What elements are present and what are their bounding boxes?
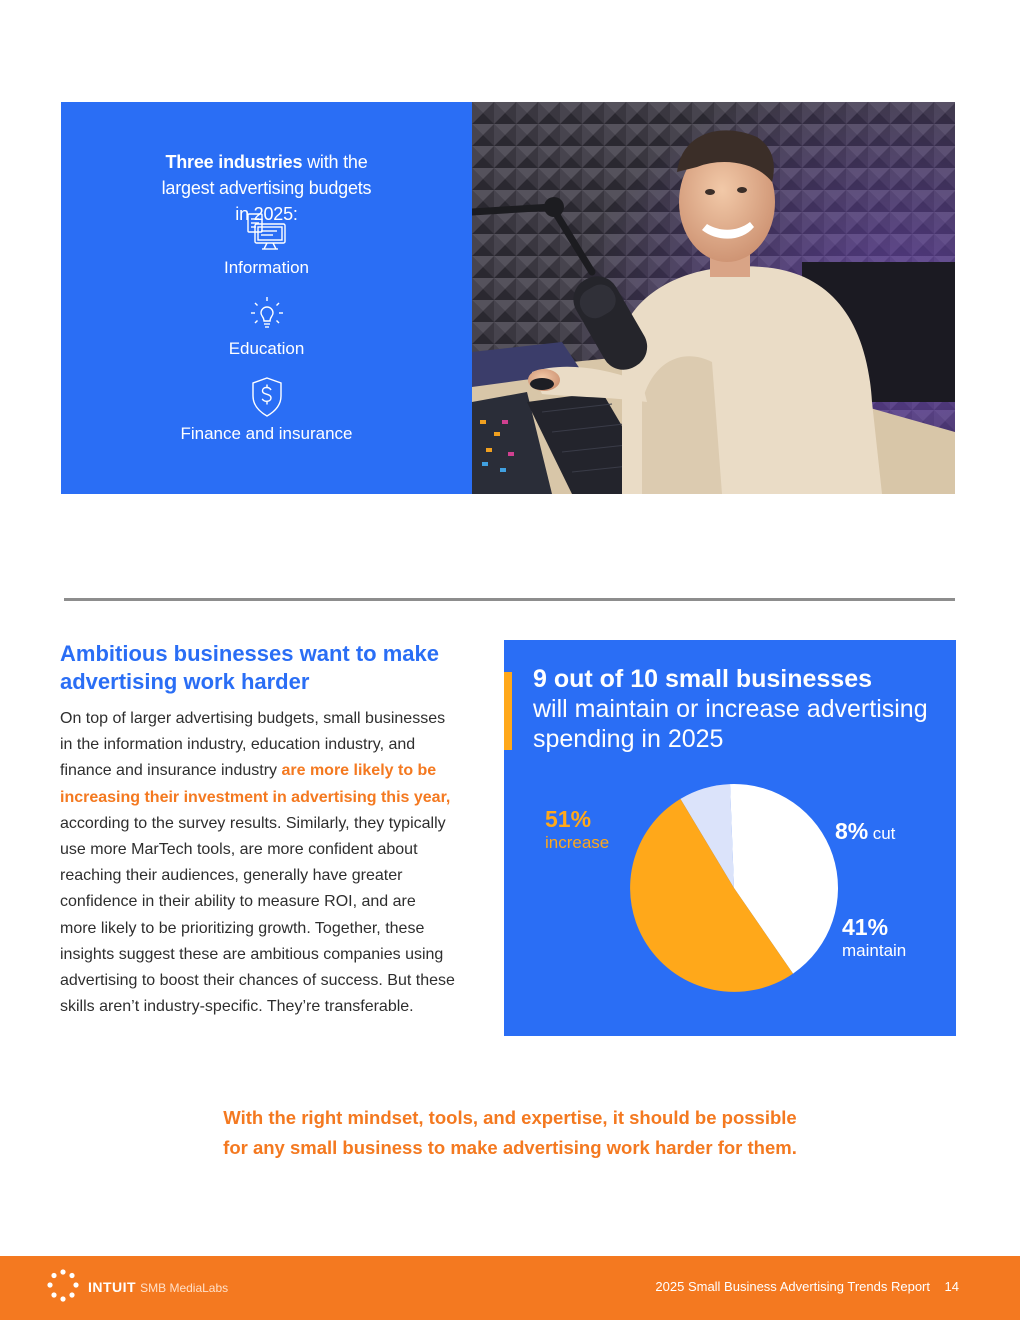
industries-banner (61, 102, 955, 494)
slice-label-cut (835, 818, 895, 845)
intuit-logo-icon (46, 1268, 80, 1304)
report-title: 2025 Small Business Advertising Trends Report (655, 1279, 930, 1294)
slice-pct: 8% (835, 818, 869, 844)
callout-line: for any small business to make advertising work harder for them. (223, 1137, 797, 1158)
studio-photo (472, 102, 955, 494)
slice-word: cut (872, 824, 896, 843)
callout-line: With the right mindset, tools, and expertise, it should be possible (223, 1107, 797, 1128)
slice-label-increase (545, 806, 609, 853)
brand-wordmark (88, 1279, 228, 1295)
body-highlight: are more likely to be increasing their investment in advertising this year, (60, 762, 451, 806)
industries-heading-rest: with the largest advertising budgets in 2025: (161, 152, 372, 224)
computer-documents-icon (243, 212, 291, 252)
industries-heading-bold: Three industries (165, 152, 303, 172)
lightbulb-icon (247, 295, 287, 333)
chart-title-strong: 9 out of 10 small businesses (533, 665, 873, 693)
industry-information (61, 212, 472, 278)
section-body (60, 706, 455, 1020)
dollar-shield-icon (249, 376, 285, 418)
brand-subname: SMB MediaLabs (140, 1281, 229, 1295)
slice-pct: 41% (842, 914, 889, 940)
body-text: On top of larger advertising budgets, small businesses in the information industry, education industry, and finance and insurance industry (60, 710, 446, 780)
industry-label: Information (223, 258, 310, 277)
industry-label: Finance and insurance (180, 424, 353, 443)
body-text: according to the survey results. Similarly, they typically use more MarTech tools, are more confident about reaching their audiences, generally have greater confidence in their ability to measure ROI, and are more likely to be prioritizing growth. Together, these insights suggest these are ambitious companies using advertising to boost their chances of success. But these skills aren’t industry-specific. They’re transferable. (60, 814, 455, 1016)
brand-name: INTUIT (88, 1279, 137, 1295)
industry-label: Education (228, 339, 305, 358)
section-title: Ambitious businesses want to make advertising work harder (60, 641, 439, 694)
slice-label-maintain (842, 914, 906, 961)
industry-finance (61, 376, 472, 444)
page-number: 14 (944, 1279, 959, 1294)
slice-word: maintain (842, 941, 907, 960)
studio-photo-illustration (472, 102, 955, 494)
callout-quote (0, 1103, 1020, 1163)
chart-title-rest: will maintain or increase advertising spending in 2025 (533, 695, 928, 753)
slice-pct: 51% (545, 806, 592, 832)
slice-word: increase (545, 833, 610, 852)
section-divider (64, 598, 955, 601)
industries-panel (61, 102, 472, 494)
industry-education (61, 295, 472, 359)
page-footer (0, 1256, 1020, 1320)
spending-chart-panel (504, 640, 956, 1036)
